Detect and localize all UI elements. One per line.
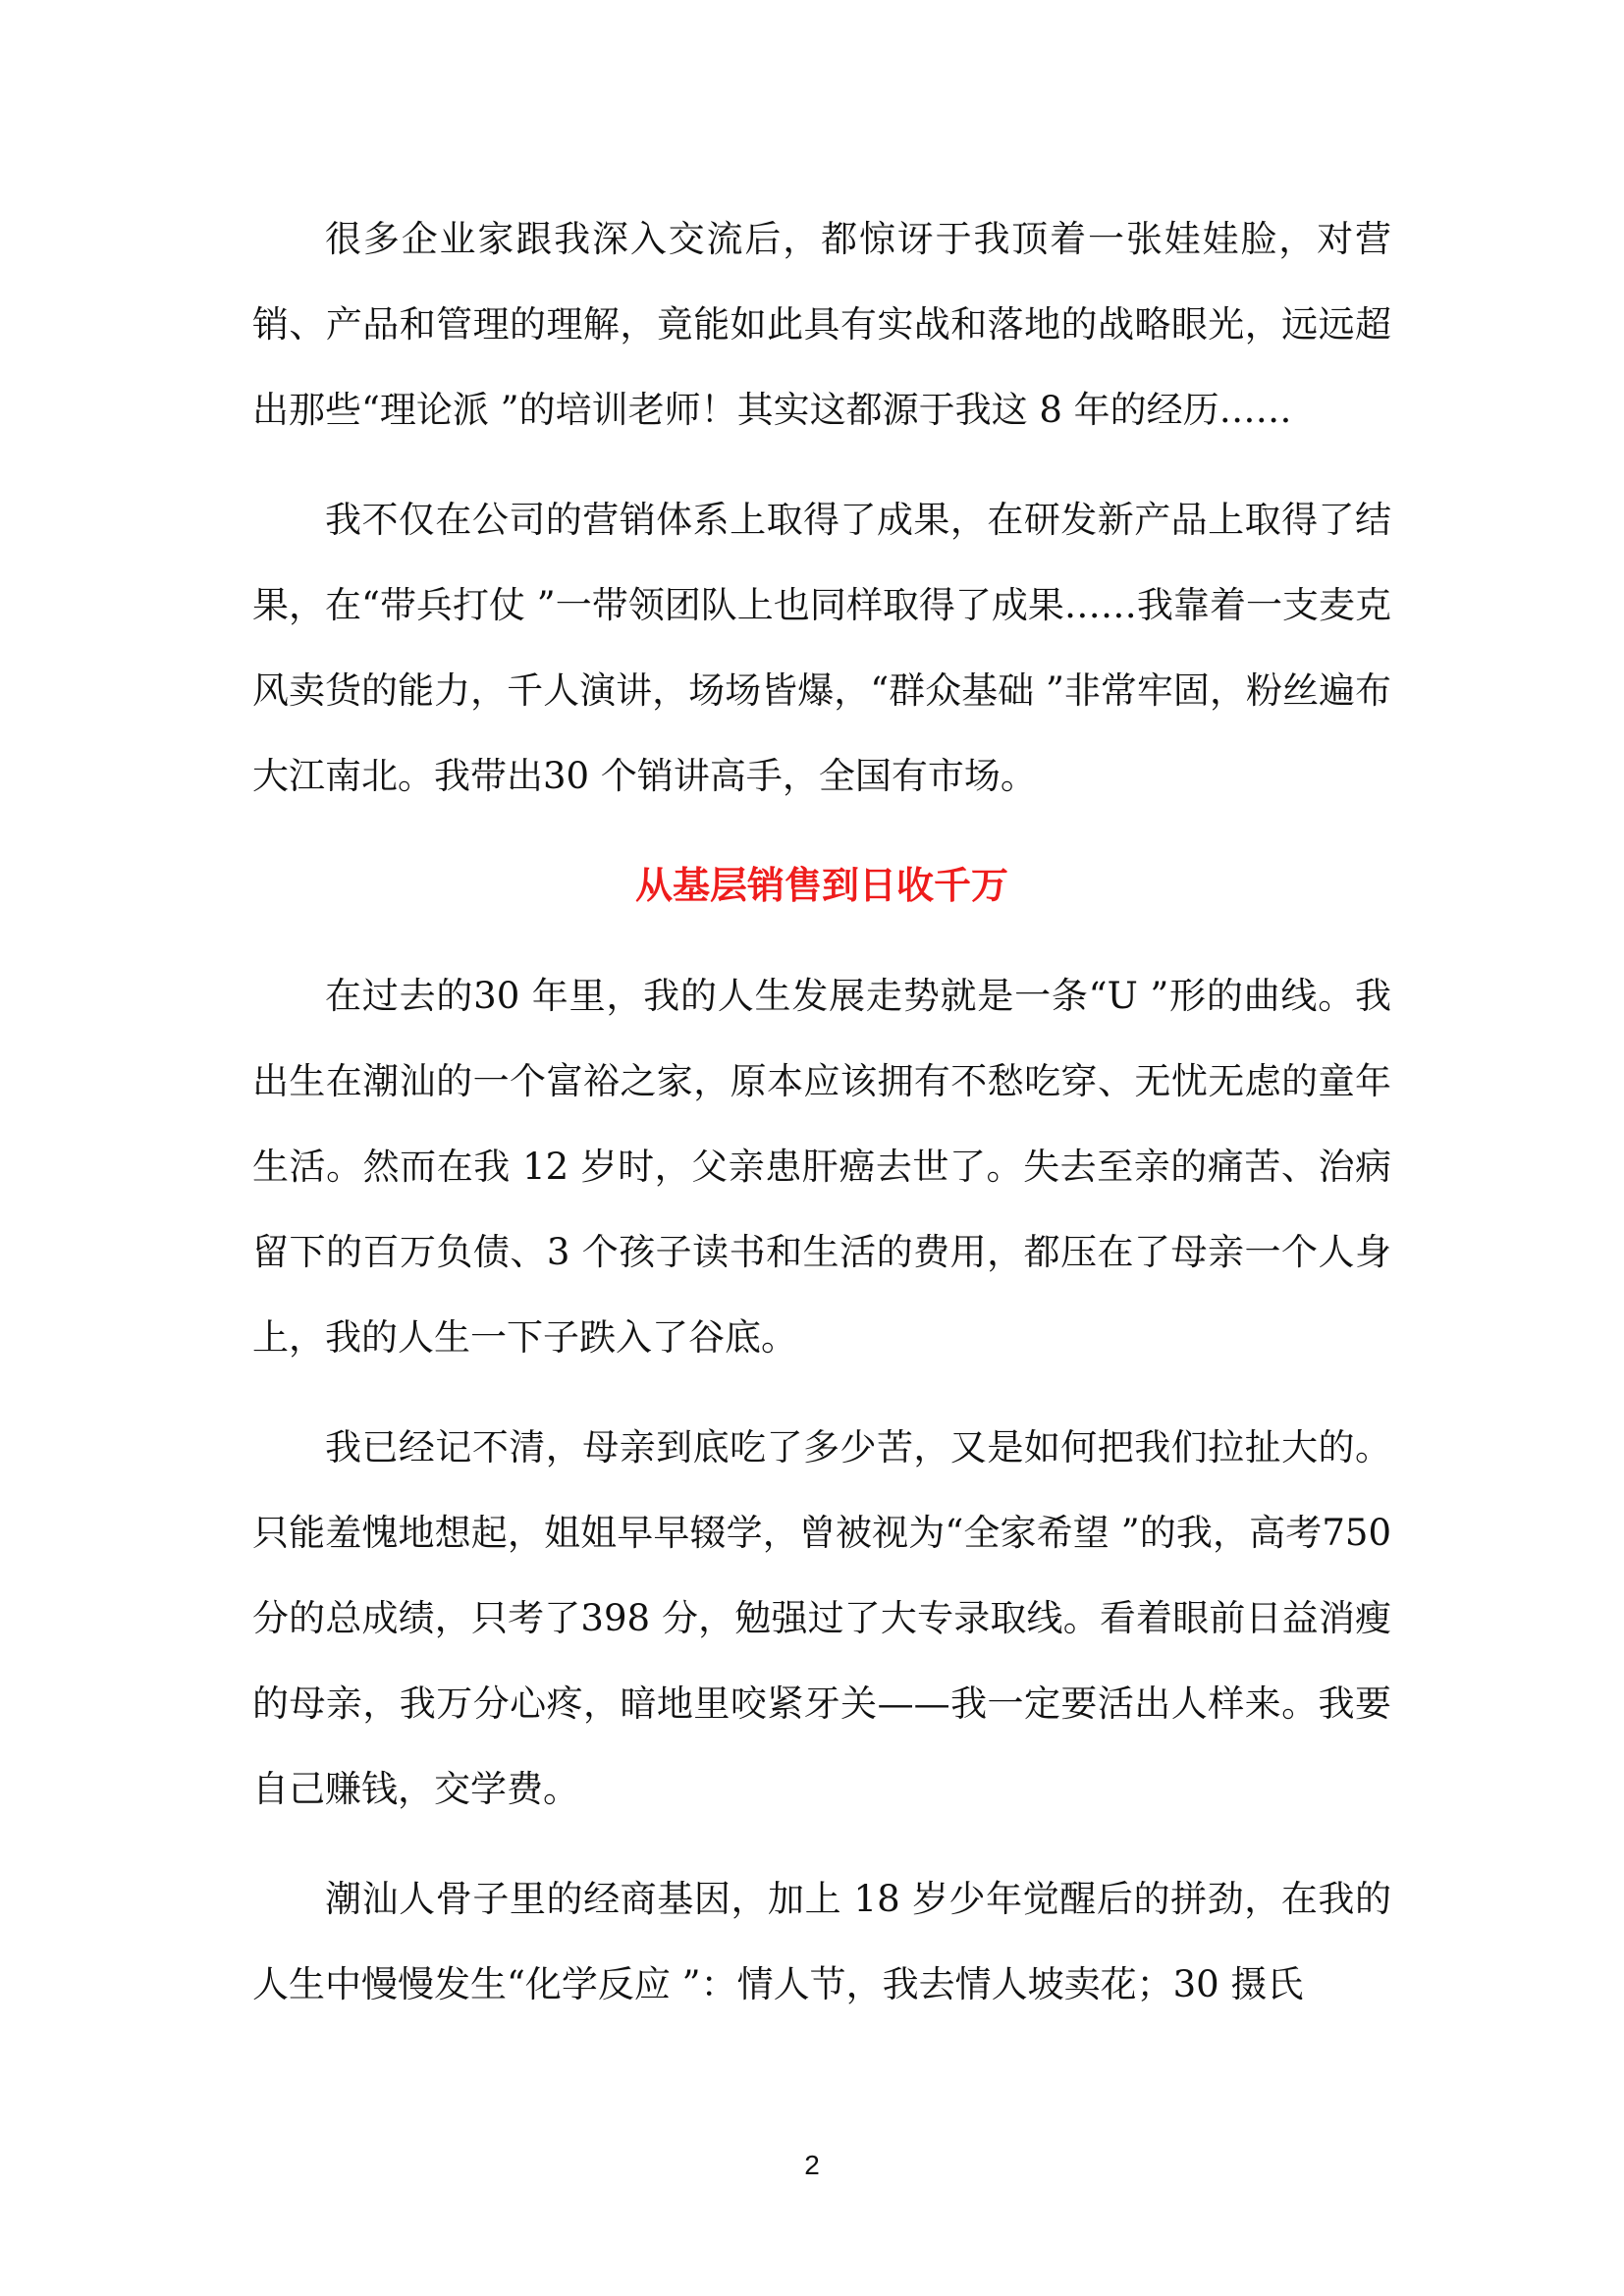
paragraph-2: 我不仅在公司的营销体系上取得了成果，在研发新产品上取得了结果，在“带兵打仗 ”一带领团队上也同样取得了成果……我靠着一支麦克风卖货的能力，千人演讲，场场皆爆，“群众基础 ”非常牢固，粉丝遍布大江南北。我带出30 个销讲高手，全国有市场。 <box>252 499 1391 797</box>
section-heading: 从基层销售到日收千万 <box>634 864 1008 907</box>
paragraph-3: 在过去的30 年里，我的人生发展走势就是一条“U ”形的曲线。我出生在潮汕的一个富裕之家，原本应该拥有不愁吃穿、无忧无虑的童年生活。然而在我 12 岁时，父亲患肝癌去世了。失去至亲的痛苦、治病留下的百万负债、3 个孩子读书和生活的费用，都压在了母亲一个人身上，我的人生一下子跌入了谷底。 <box>252 975 1391 1359</box>
paragraph-4: 我已经记不清，母亲到底吃了多少苦，又是如何把我们拉扯大的。只能羞愧地想起，姐姐早早辍学，曾被视为“全家希望 ”的我，高考750 分的总成绩，只考了398 分，勉强过了大专录取线。看着眼前日益消瘦的母亲，我万分心疼，暗地里咬紧牙关——我一定要活出人样来。我要自己赚钱，交学费。 <box>252 1426 1391 1810</box>
page-number: 2 <box>804 2150 820 2180</box>
document-body <box>252 196 1391 2052</box>
paragraph-5: 潮汕人骨子里的经商基因，加上 18 岁少年觉醒后的拼劲，在我的人生中慢慢发生“化学反应 ”：情人节，我去情人坡卖花；30 摄氏 <box>252 1878 1391 2005</box>
paragraph-1: 很多企业家跟我深入交流后，都惊讶于我顶着一张娃娃脸，对营销、产品和管理的理解，竟能如此具有实战和落地的战略眼光，远远超出那些“理论派 ”的培训老师！其实这都源于我这 8 年的经历…… <box>252 218 1391 431</box>
